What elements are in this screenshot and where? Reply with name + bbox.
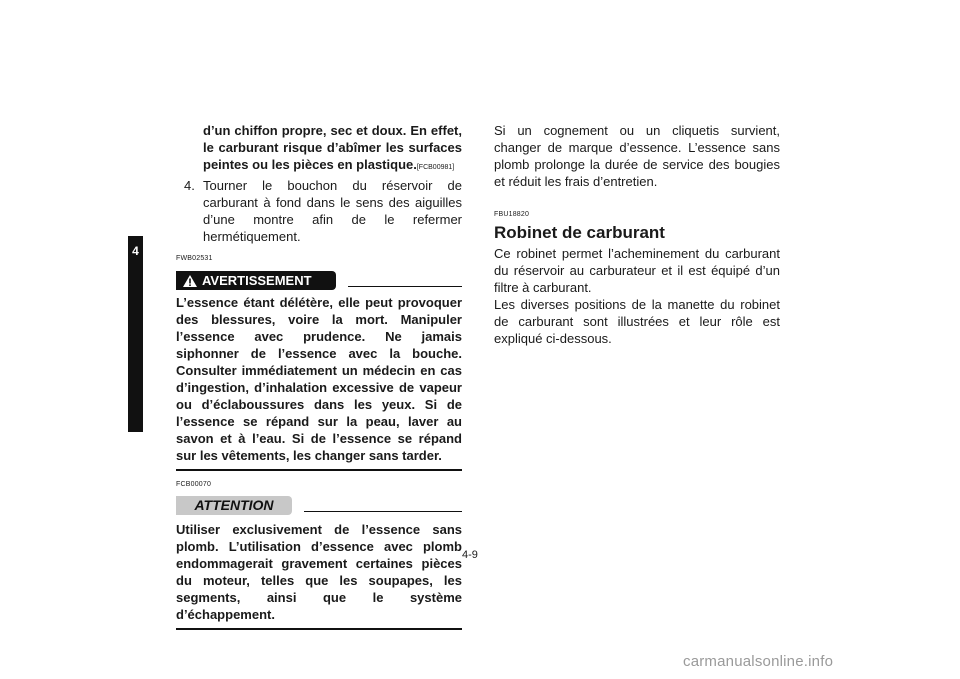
chapter-number: 4 bbox=[132, 244, 139, 258]
section-paragraph-1: Ce robinet permet l’acheminement du carburant du réservoir au carburateur et il est équipé d’un filtre à carburant. bbox=[494, 246, 780, 295]
left-column bbox=[176, 122, 462, 630]
step-text: Tourner le bouchon du réservoir de carburant à fond dans le sens des aiguilles d’une montre afin de le refermer hermétiquement. bbox=[203, 178, 462, 244]
warning-badge bbox=[176, 271, 336, 290]
page-number: 4-9 bbox=[462, 549, 478, 561]
continuation-text: d’un chiffon propre, sec et doux. En effet, le carburant risque d’abîmer les surfaces peintes ou les pièces en plastique. bbox=[203, 123, 462, 172]
attention-header-rule bbox=[304, 499, 462, 512]
warning-header-rule bbox=[348, 274, 462, 287]
watermark-text: carmanualsonline.info bbox=[683, 653, 834, 670]
warning-triangle-icon bbox=[182, 274, 198, 288]
warning-text: L’essence étant délétère, elle peut provoquer des blessures, voire la mort. Manipuler l’essence avec prudence. Ne jamais siphonner de l’essence avec la bouche. Consulter immédiatement un médecin en cas d’ingestion, d’inhalation excessive de vapeur ou d’éclaboussures dans les yeux. Si de l’essence se répand sur la peau, laver au savon et à l’eau. Si de l’essence se répand sur les vêtements, les changer sans tarder. bbox=[176, 295, 462, 463]
intro-paragraph: Si un cognement ou un cliquetis survient, changer de marque d’essence. L’essence sans plomb prolonge la durée de service des bougies et réduit les frais d’entretien. bbox=[494, 123, 780, 189]
warning-label: AVERTISSEMENT bbox=[202, 273, 312, 288]
section-paragraph-2: Les diverses positions de la manette du robinet de carburant sont illustrées et leur rôle est expliqué ci-dessous. bbox=[494, 297, 780, 346]
attention-code: FCB00070 bbox=[176, 481, 212, 488]
continuation-paragraph bbox=[176, 122, 462, 176]
right-column bbox=[494, 122, 780, 347]
warning-code: FWB02531 bbox=[176, 255, 213, 262]
section-code: FBU18820 bbox=[494, 211, 530, 218]
attention-header bbox=[176, 496, 462, 515]
attention-bottom-rule bbox=[176, 628, 462, 630]
step-number: 4. bbox=[184, 178, 195, 193]
attention-badge: ATTENTION bbox=[176, 496, 292, 515]
attention-text: Utiliser exclusivement de l’essence sans plomb. L’utilisation d’essence avec plomb endommagerait gravement certaines pièces du moteur, telles que les soupapes, les segments, ainsi que le système d’échappement. bbox=[176, 522, 462, 622]
chapter-tab bbox=[128, 236, 143, 432]
warning-bottom-rule bbox=[176, 469, 462, 471]
step-item bbox=[176, 177, 462, 245]
continuation-code: [FCB00981] bbox=[416, 164, 455, 171]
warning-header bbox=[176, 271, 462, 290]
section-title: Robinet de carburant bbox=[494, 223, 665, 242]
